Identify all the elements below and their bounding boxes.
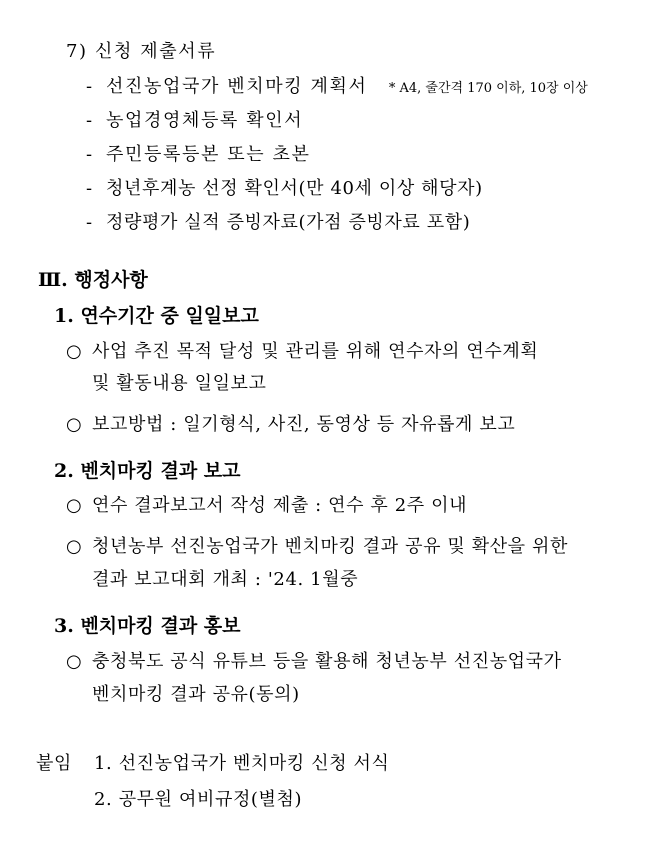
subsection-title: 2. 벤치마킹 결과 보고 bbox=[54, 460, 241, 482]
submission-item bbox=[86, 143, 311, 167]
paragraph bbox=[66, 340, 538, 364]
paragraph-text: 사업 추진 목적 달성 및 관리를 위해 연수자의 연수계획 bbox=[92, 341, 539, 362]
paragraph-continuation: 및 활동내용 일일보고 bbox=[92, 373, 267, 394]
section-title: Ⅲ. 행정사항 bbox=[38, 269, 148, 291]
submission-item-label: 농업경영체등록 확인서 bbox=[106, 110, 304, 131]
paragraph bbox=[66, 413, 515, 437]
submission-item-label: 주민등록등본 또는 초본 bbox=[106, 144, 311, 165]
paragraph-text: 연수 결과보고서 작성 제출 : 연수 후 2주 이내 bbox=[92, 495, 468, 516]
circle-bullet: ○ bbox=[66, 651, 83, 672]
bullet-dash: - bbox=[86, 110, 94, 131]
submission-item bbox=[86, 211, 470, 235]
submission-item bbox=[86, 109, 303, 133]
paragraph-text: 청년농부 선진농업국가 벤치마킹 결과 공유 및 확산을 위한 bbox=[92, 536, 568, 557]
circle-bullet: ○ bbox=[66, 414, 83, 435]
circle-bullet: ○ bbox=[66, 341, 83, 362]
paragraph bbox=[66, 535, 568, 559]
paragraph bbox=[66, 494, 467, 518]
bullet-dash: - bbox=[86, 76, 94, 97]
submission-item-note: * A4, 줄간격 170 이하, 10장 이상 bbox=[388, 81, 588, 96]
paragraph-continuation: 벤치마킹 결과 공유(동의) bbox=[92, 684, 300, 705]
circle-bullet: ○ bbox=[66, 495, 83, 516]
paragraph-text: 보고방법 : 일기형식, 사진, 동영상 등 자유롭게 보고 bbox=[92, 414, 516, 435]
bullet-dash: - bbox=[86, 144, 94, 165]
subsection-title: 3. 벤치마킹 결과 홍보 bbox=[54, 615, 241, 637]
submission-item-label: 청년후계농 선정 확인서(만 40세 이상 해당자) bbox=[106, 178, 483, 199]
paragraph bbox=[66, 650, 562, 674]
submission-item-label: 정량평가 실적 증빙자료(가점 증빙자료 포함) bbox=[106, 212, 471, 233]
submission-item-label: 선진농업국가 벤치마킹 계획서 bbox=[106, 76, 368, 97]
attachment-item: 1. 선진농업국가 벤치마킹 신청 서식 bbox=[94, 753, 390, 774]
submission-item bbox=[86, 75, 588, 101]
bullet-dash: - bbox=[86, 212, 93, 233]
attachments-label: 붙임 bbox=[36, 753, 72, 774]
submission-heading: 7) 신청 제출서류 bbox=[66, 41, 217, 62]
submission-item bbox=[86, 177, 483, 201]
subsection-title: 1. 연수기간 중 일일보고 bbox=[54, 305, 259, 327]
circle-bullet: ○ bbox=[66, 536, 83, 557]
paragraph-text: 충청북도 공식 유튜브 등을 활용해 청년농부 선진농업국가 bbox=[92, 651, 562, 672]
attachment-item: 2. 공무원 여비규정(별첨) bbox=[94, 789, 303, 810]
bullet-dash: - bbox=[86, 178, 93, 199]
paragraph-continuation: 결과 보고대회 개최 : '24. 1월중 bbox=[92, 569, 359, 590]
